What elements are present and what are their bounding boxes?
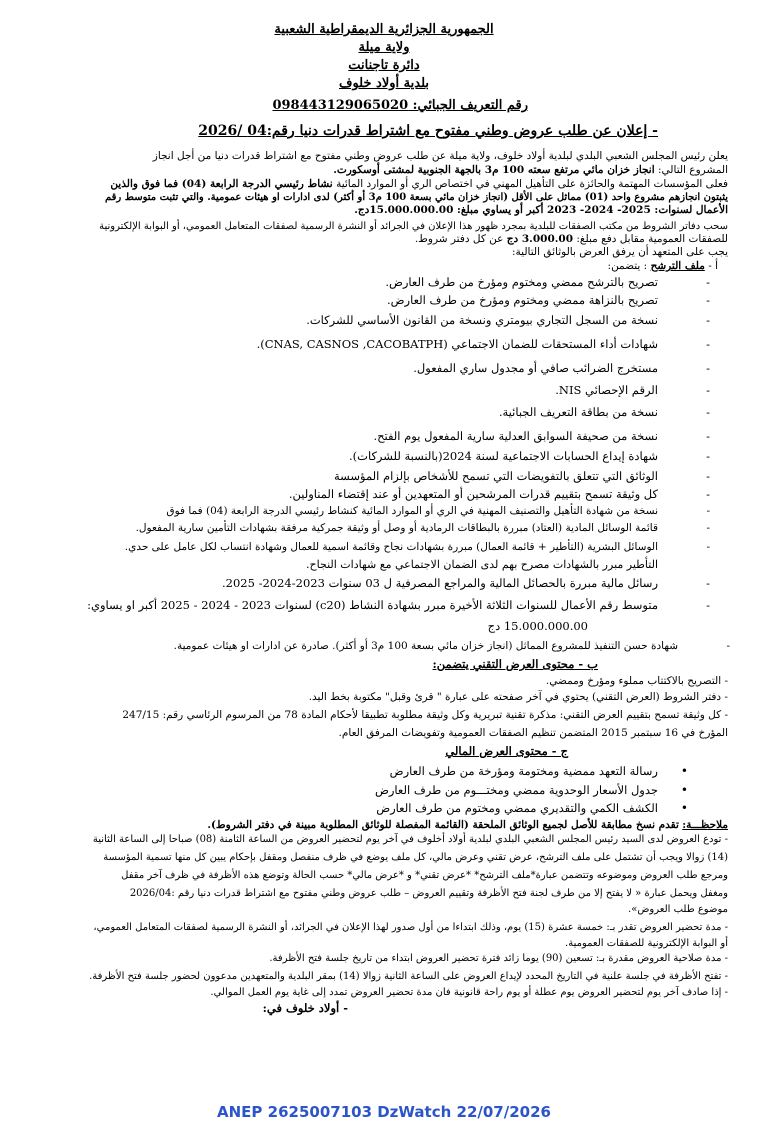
list-item: - رسائل مالية مبررة بالحصائل المالية والمراجع المصرفية ل 03 سنوات 2023-2024- 2025. bbox=[222, 577, 658, 590]
section-c-item: • الكشف الكمي والتقديري ممضي ومختوم من طرف العارض bbox=[376, 802, 658, 815]
section-b-item: - كل وثيقة تسمح بتقييم العرض التقني: مذكرة تقنية تبريرية وكل وثيقة مطلوبة تطبيقا لأحكام المادة 78 من المرسوم الرئاسي رقم: 247/15 bbox=[122, 709, 728, 721]
intro-experience-line: يثبتون انجازهم مشروع واحد (01) مماثل على الأقل (انجاز خزان مائي بسعة 100 م3 أو أكثر) لدى ادارات او هيئات عمومية. والتي تثبت متوسط رقم bbox=[104, 192, 728, 203]
list-item: - نسخة من السجل التجاري بيومتري ونسخة من القانون الأساسي للشركات. bbox=[306, 314, 658, 327]
section-c-item: • رسالة التعهد ممضية ومختومة ومؤرخة من طرف العارض bbox=[390, 765, 658, 778]
list-item: - شهادة إيداع الحسابات الاجتماعية لسنة 2024(بالنسبة للشركات). bbox=[349, 450, 658, 463]
notes-line: ومغفل ويحمل عبارة « لا يفتح إلا من طرف لجنة فتح الأظرفة وتقييم العروض – طلب عروض وطني مفتوح مع اشتراط قدرات دنيا رقم :2026/04 bbox=[129, 888, 728, 899]
intro-qualification-grade: نشاط رئيسي الدرجة الرابعة (04) فما فوق والذين bbox=[110, 178, 333, 190]
intro-fee-suffix: عن كل دفتر شروط. bbox=[414, 233, 504, 245]
section-a-title bbox=[608, 260, 718, 273]
list-item: - الوثائق التي تتعلق بالتفويضات التي تسمح للأشخاص بإلزام المؤسسة bbox=[334, 470, 658, 483]
intro-line: يعلن رئيس المجلس الشعبي البلدي لبلدية أولاد خلوف، ولاية ميلة عن طلب عروض وطني مفتوح مع اشتراط قدرات دنيا من أجل انجاز bbox=[152, 150, 728, 162]
wilaya-title: ولاية ميلة bbox=[358, 40, 410, 55]
list-item: - نسخة من بطاقة التعريف الجبائية. bbox=[499, 406, 658, 419]
intro-fee-label: للصفقات العمومية مقابل دفع مبلغ: bbox=[576, 233, 728, 245]
footer-reference: ANEP 2625007103 DzWatch 22/07/2026 bbox=[217, 1103, 551, 1121]
good-execution-item: - شهادة حسن التنفيذ للمشروع المماثل (انجاز خزان مائي بسعة 100 م3 أو أكثر). صادرة عن ادارات او هيئات عمومية. bbox=[174, 640, 678, 653]
turnover-amount: 15.000.000.00 دج bbox=[487, 619, 588, 633]
signoff: - أولاد خلوف في: bbox=[262, 1001, 348, 1015]
intro-qualification-line bbox=[110, 178, 728, 191]
intro-withdrawal-line: سحب دفاتر الشروط من مكتب الصفقات للبلدية بمجرد ظهور هذا الإعلان في الجرائد أو النشرة الرسمية لصفقات المتعامل العمومي، أو البوابة الإلكترونية bbox=[99, 221, 728, 232]
intro-fee-line bbox=[415, 233, 728, 246]
intro-turnover-line: الأعمال لسنوات: 2025- 2024- 2023 أكبر أو يساوي مبلغ: 15.000.000.00دج. bbox=[354, 204, 728, 216]
intro-project-label: المشروع التالي: bbox=[658, 164, 728, 176]
list-item: - متوسط رقم الأعمال للسنوات الثلاثة الأخيرة مبرر بشهادة النشاط (c20) لسنوات 2023 - 2024 - 2025 أكبر او يساوي: bbox=[87, 599, 658, 612]
republic-title: الجمهورية الجزائرية الديمقراطية الشعبية bbox=[274, 22, 494, 37]
intro-fee-amount: 3.000.00 دج bbox=[506, 233, 574, 245]
intro-project-name: انجاز خزان مائي مرتفع سعته 100 م3 بالجهة الجنوبية لمشتى أوسكورت. bbox=[333, 164, 655, 176]
list-item: - كل وثيقة تسمح بتقييم قدرات المرشحين أو المتعهدين أو عند إقتضاء المناولين. bbox=[289, 488, 658, 501]
commune-title: بلدية أولاد خلوف bbox=[338, 76, 429, 91]
notes-bold-note: تقدم نسخ مطابقة للأصل لجميع الوثائق الملحقة (القائمة المفصلة للوثائق المطلوبة مبينة في دفتر الشروط). bbox=[207, 819, 679, 831]
tax-id: رقم التعريف الجبائي: 098443129065020 bbox=[272, 98, 528, 113]
section-c-item: • جدول الأسعار الوحدوية ممضي ومختـــوم من طرف العارض bbox=[375, 784, 658, 797]
announcement-title: - إعلان عن طلب عروض وطني مفتوح مع اشتراط قدرات دنيا رقم:04 /2026 bbox=[198, 123, 658, 139]
notes-label: ملاحظـــة: bbox=[682, 819, 728, 831]
list-item: - نسخة من شهادة التأهيل والتصنيف المهنية في الري أو الموارد المائية كنشاط رئيسي الدرجة الرابعة (04) فما فوق bbox=[166, 505, 658, 518]
section-a-label: ملف الترشح bbox=[650, 260, 705, 272]
list-item: - تصريح بالنزاهة ممضي ومختوم ومؤرخ من طرف العارض. bbox=[387, 294, 658, 307]
list-item: - الرقم الإحصائي NIS. bbox=[555, 384, 658, 397]
section-a-suffix: : يتضمن: bbox=[607, 260, 648, 272]
notes-line: موضوع طلب العروض». bbox=[628, 904, 728, 915]
section-b-title: ب - محتوى العرض التقني يتضمن: bbox=[432, 657, 598, 671]
list-item: - الوسائل البشرية (التأطير + قائمة العمال) مبررة بشهادات نجاح وقائمة اسمية للعمال وشهادة انتساب لكل عامل على حدي. bbox=[125, 541, 658, 554]
intro-qualification-text: فعلى المؤسسات المهتمة والحائزة على التأهيل المهني في اختصاص الري أو الموارد المائية bbox=[336, 178, 728, 190]
notes-line: - تودع العروض لدى السيد رئيس المجلس الشعبي البلدي لبلدية أولاد أخلوف في آخر يوم لتحضير العروض من الساعة الثامنة (08) صباحا إلى الساعة الثانية bbox=[92, 834, 728, 845]
section-b-item: المؤرخ في 16 سبتمبر 2015 المتضمن تنظيم الصفقات العمومية وتفويضات المرفق العام. bbox=[338, 727, 728, 739]
section-a-prefix: أ - bbox=[708, 260, 718, 272]
list-item: - مستخرج الضرائب صافي أو مجدول ساري المفعول. bbox=[413, 362, 658, 375]
notes-line: - تفتح الأظرفة في جلسة علنية في التاريخ المحدد لإيداع العروض على الساعة الثانية زوالا (14) بمقر البلدية والمتعهدين مدعوون لحضور جلسة فتح الأظرفة. bbox=[89, 971, 728, 982]
notes-line: - إذا صادف آخر يوم لتحضير العروض يوم عطلة أو يوم راحة قانونية فان مدة تحضير العروض تمدد إلى غاية يوم العمل الموالي. bbox=[210, 987, 728, 998]
list-item: - قائمة الوسائل المادية (العتاد) مبررة بالبطاقات الرمادية أو وصل أو وثيقة جمركية مرفقة بشهادات التأمين سارية المفعول. bbox=[136, 522, 658, 535]
list-item: - نسخة من صحيفة السوابق العدلية سارية المفعول يوم الفتح. bbox=[373, 430, 658, 443]
notes-line: - مدة صلاحية العروض مقدرة بـ: تسعين (90) يوما زائد فترة تحضير العروض ابتداء من تاريخ جلسة فتح الأظرفة. bbox=[269, 953, 728, 964]
intro-documents-line: يجب على المتعهد أن يرفق العرض بالوثائق التالية: bbox=[512, 246, 728, 258]
notes-line: أو البوابة الإلكترونية للصفقات العمومية. bbox=[565, 938, 728, 949]
intro-project-line bbox=[333, 164, 728, 177]
daira-title: دائرة تاجنانت bbox=[348, 58, 420, 73]
section-c-title: ج - محتوى العرض المالي bbox=[445, 744, 568, 758]
notes-line: ومرجع طلب العروض وموضوعه وتتضمن عبارة*ملف الترشح* *عرض تقني* و *عرض مالي* حسب الحالة وتوضع هذه الأظرفة في ظرف آخر مقفل bbox=[121, 870, 728, 881]
list-item: - تصريح بالترشح ممضي ومختوم ومؤرخ من طرف العارض. bbox=[385, 276, 658, 289]
section-b-item: - التصريح بالاكتتاب مملوء ومؤرخ وممضي. bbox=[545, 675, 728, 687]
section-b-item: - دفتر الشروط (العرض التقني) يحتوي في آخر صفحته على عبارة " قرئ وقبل" مكتوبة بخط اليد. bbox=[308, 691, 728, 703]
notes-line: (14) زوالا ويجب أن تشتمل على ملف الترشح، عرض تقني وعرض مالي، كل ملف يوضع في ظرف منفصل ومقفل بإحكام يبين كل منها تسمية المؤسسة bbox=[103, 852, 728, 863]
staff-note: التأطير مبرر بالشهادات مصرح بهم لدى الضمان الاجتماعي مع شهادات النجاح. bbox=[306, 558, 658, 571]
notes-line: - مدة تحضير العروض تقدر بـ: خمسة عشرة (15) يوم، وذلك ابتداءا من أول صدور لهذا الإعلان في الجرائد، أو النشرة الرسمية لصفقات المتعامل العمومي، bbox=[93, 922, 728, 933]
list-item: - شهادات أداء المستحقات للضمان الاجتماعي (CNAS, CASNOS ,CACOBATPH). bbox=[257, 338, 658, 351]
notes-header bbox=[207, 819, 728, 832]
